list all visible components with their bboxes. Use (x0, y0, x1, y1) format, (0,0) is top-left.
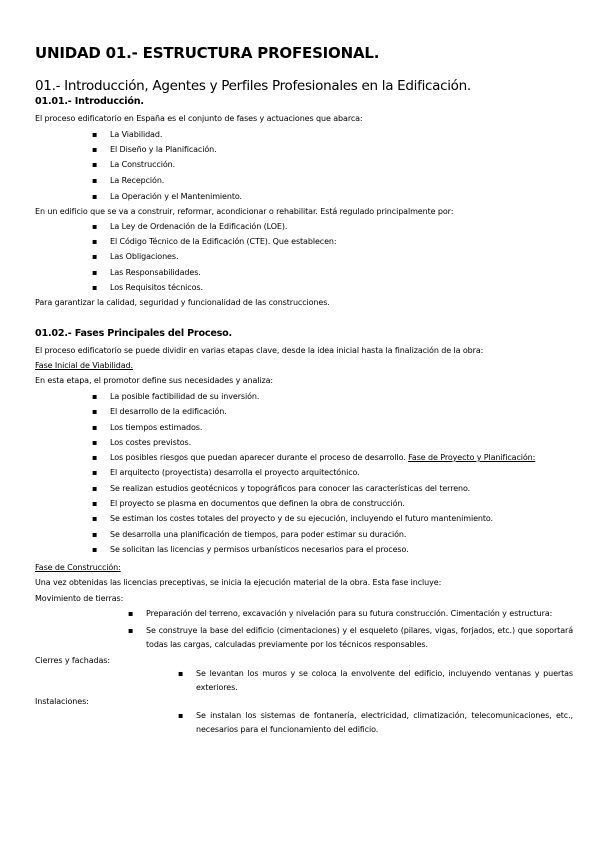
list-item (110, 453, 535, 462)
list-item: ▪ Se realizan estudios geotécnicos y topográficos para conocer las características del terreno. (110, 484, 470, 493)
list-item: ▪ Los tiempos estimados. (110, 423, 202, 432)
section-heading: 01.- Introducción, Agentes y Perfiles Profesionales en la Edificación. (35, 78, 471, 94)
list-item: ▪ La posible factibilidad de su inversión. (110, 392, 259, 401)
list-item: ▪ Se construye la base del edificio (cimentaciones) y el esqueleto (pilares, vigas, forjados, etc.) que soportará todas las cargas, calculadas previamente por los técnicos responsables. (146, 624, 573, 652)
list-item: ▪ Se levantan los muros y se coloca la envolvente del edificio, incluyendo ventanas y puertas exteriores. (196, 667, 573, 695)
sub-phase-label: Cierres y fachadas: (35, 656, 110, 665)
unit-title: UNIDAD 01.- ESTRUCTURA PROFESIONAL. (35, 44, 380, 62)
list-item: ▪ El arquitecto (proyectista) desarrolla el proyecto arquitectónico. (110, 468, 360, 477)
list-item: ▪ La Ley de Ordenación de la Edificación (LOE). (110, 222, 287, 231)
list-item-text: Los posibles riesgos que puedan aparecer durante el proceso de desarrollo. (110, 453, 406, 462)
paragraph: Para garantizar la calidad, seguridad y funcionalidad de las construcciones. (35, 298, 330, 307)
list-item: ▪ Los Requisitos técnicos. (110, 283, 203, 292)
phase-heading: Fase de Proyecto y Planificación: (408, 453, 536, 462)
list-item: ▪ La Construcción. (110, 160, 175, 169)
paragraph: El proceso edificatorio se puede dividir en varias etapas clave, desde la idea inicial hasta la finalización de la obra: (35, 346, 484, 355)
list-item: ▪ Se desarrolla una planificación de tiempos, para poder estimar su duración. (110, 530, 406, 539)
list-item: ▪ Se estiman los costes totales del proyecto y de su ejecución, incluyendo el futuro mantenimiento. (110, 514, 493, 523)
subsection-heading: 01.02.- Fases Principales del Proceso. (35, 328, 232, 339)
list-item: ▪ El Código Técnico de la Edificación (CTE). Que establecen: (110, 237, 336, 246)
list-item: ▪ Preparación del terreno, excavación y nivelación para su futura construcción. Cimentación y estructura: (146, 609, 552, 618)
sub-phase-label: Movimiento de tierras: (35, 594, 124, 603)
sub-phase-label: Instalaciones: (35, 697, 89, 706)
paragraph: El proceso edificatorio en España es el conjunto de fases y actuaciones que abarca: (35, 114, 363, 123)
paragraph: Una vez obtenidas las licencias preceptivas, se inicia la ejecución material de la obra. Esta fase incluye: (35, 578, 442, 587)
list-item: ▪ El desarrollo de la edificación. (110, 407, 227, 416)
list-item: ▪ Las Responsabilidades. (110, 268, 201, 277)
phase-heading: Fase de Construcción: (35, 563, 121, 572)
list-item: ▪ La Viabilidad. (110, 130, 162, 139)
list-item: ▪ La Recepción. (110, 176, 164, 185)
list-item: ▪ El proyecto se plasma en documentos que definen la obra de construcción. (110, 499, 405, 508)
paragraph: En un edificio que se va a construir, reformar, acondicionar o rehabilitar. Está regulado principalmente por: (35, 207, 454, 216)
list-item: ▪ La Operación y el Mantenimiento. (110, 192, 242, 201)
list-item: ▪ Los costes previstos. (110, 438, 191, 447)
list-item: ▪ Se solicitan las licencias y permisos urbanísticos necesarios para el proceso. (110, 545, 409, 554)
list-item: ▪ Las Obligaciones. (110, 252, 178, 261)
list-item: ▪ El Diseño y la Planificación. (110, 145, 217, 154)
paragraph: En esta etapa, el promotor define sus necesidades y analiza: (35, 376, 274, 385)
subsection-heading: 01.01.- Introducción. (35, 96, 144, 107)
phase-heading: Fase Inicial de Viabilidad. (35, 361, 133, 370)
list-item: ▪ Se instalan los sistemas de fontanería, electricidad, climatización, telecomunicaciones, etc., necesarios para el funcionamiento del edificio. (196, 709, 573, 737)
